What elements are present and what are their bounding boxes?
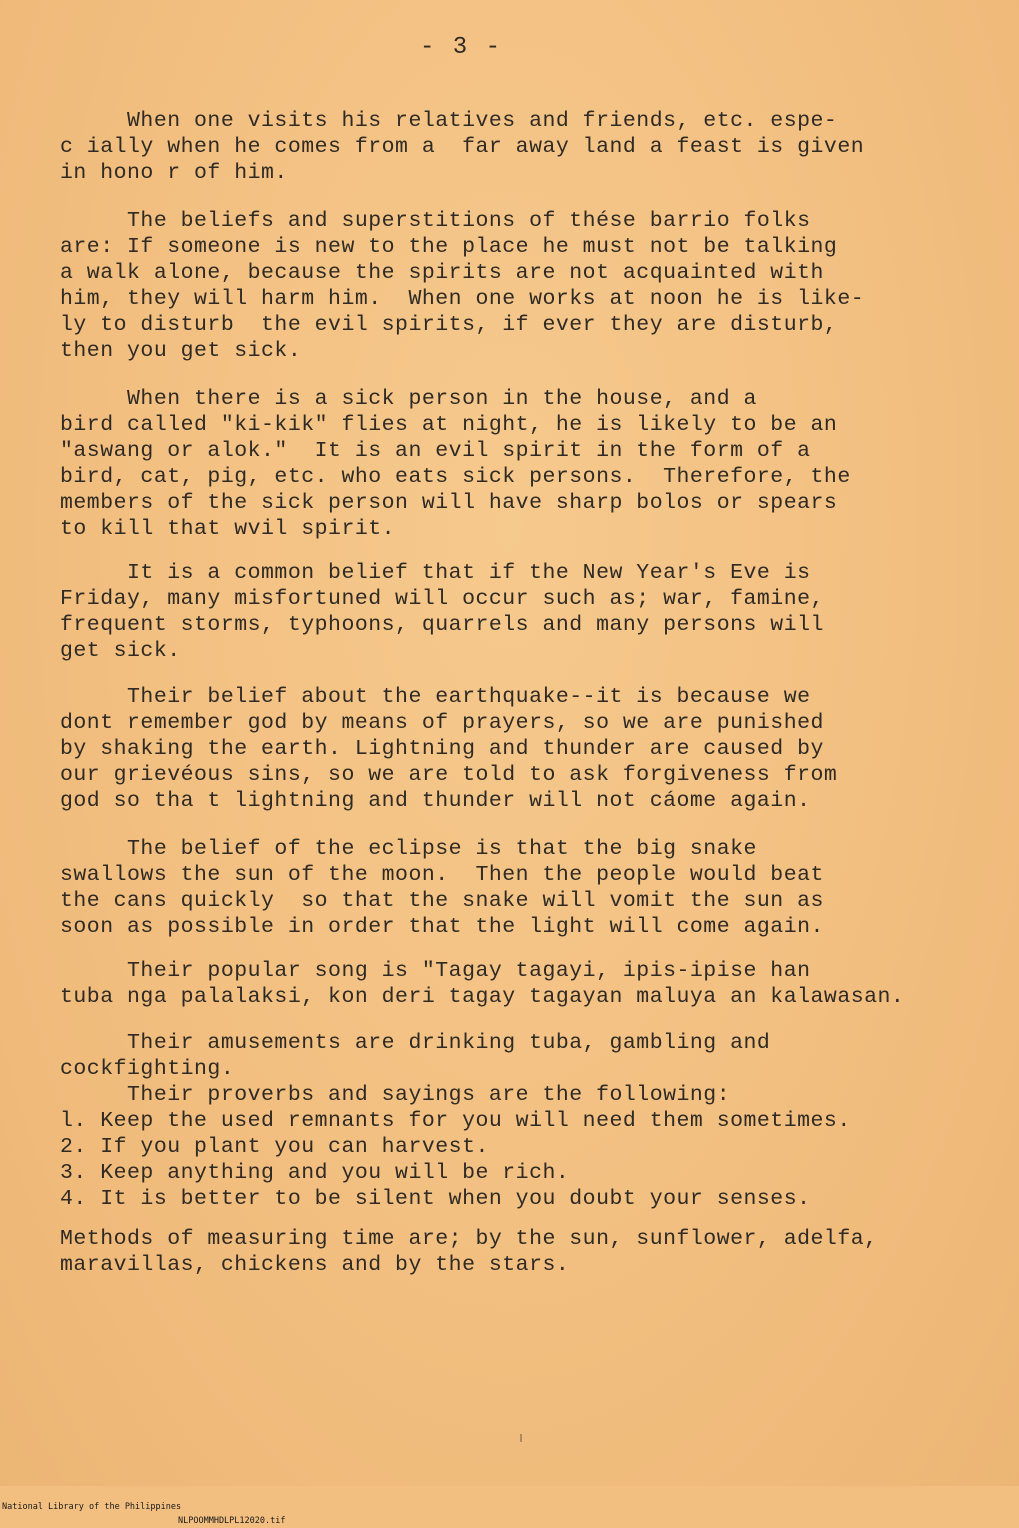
paragraph-amusements-proverbs: Their amusements are drinking tuba, gambling and cockfighting. Their proverbs and sayings are the following: l. Keep the used remnants for you will need them sometimes. 2. If you plant you can harvest. 3. Keep anything and you will be rich. 4. It is better to be silent when you doubt your senses. bbox=[60, 1031, 851, 1211]
paragraph-beliefs: The beliefs and superstitions of thése barrio folks are: If someone is new to the place he must not be talking a walk alone, because the spirits are not acquainted with him, they will harm him. When one works at noon he is like- ly to disturb the evil spirits, if ever they are disturb, then you get sick. bbox=[60, 209, 865, 363]
paragraph-earthquake: Their belief about the earthquake--it is because we dont remember god by means of prayers, so we are punished by shaking the earth. Lightning and thunder are caused by our grievéous sins, so we are told to ask forgiveness from god so tha t lightning and thunder will not cáome again. bbox=[60, 685, 838, 813]
footer-filename: NLPOOMMHDLPL12020.tif bbox=[178, 1516, 286, 1526]
paragraph-eclipse: The belief of the eclipse is that the big snake swallows the sun of the moon. Then the people would beat the cans quickly so that the snake will vomit the sun as soon as possible in order that the light will come again. bbox=[60, 837, 824, 939]
paragraph-visit: When one visits his relatives and friends, etc. espe- c ially when he comes from a far away land a feast is given in hono r of him. bbox=[60, 109, 865, 185]
paragraph-measuring-time: Methods of measuring time are; by the sun, sunflower, adelfa, maravillas, chickens and by the stars. bbox=[60, 1227, 878, 1277]
page-number: - 3 - bbox=[420, 34, 503, 61]
margin-mark bbox=[520, 1434, 522, 1442]
paragraph-sick-person: When there is a sick person in the house, and a bird called "ki-kik" flies at night, he is likely to be an "aswang or alok." It is an evil spirit in the form of a bird, cat, pig, etc. who eats sick persons. Therefore, the members of the sick person will have sharp bolos or spears to kill that wvil spirit. bbox=[60, 387, 851, 541]
footer-library: National Library of the Philippines bbox=[2, 1502, 182, 1512]
scan-footer bbox=[0, 1486, 1019, 1526]
paragraph-new-year: It is a common belief that if the New Year's Eve is Friday, many misfortuned will occur such as; war, famine, frequent storms, typhoons, quarrels and many persons will get sick. bbox=[60, 561, 824, 663]
paragraph-song: Their popular song is "Tagay tagayi, ipis-ipise han tuba nga palalaksi, kon deri tagay tagayan maluya an kalawasan. bbox=[60, 959, 905, 1009]
